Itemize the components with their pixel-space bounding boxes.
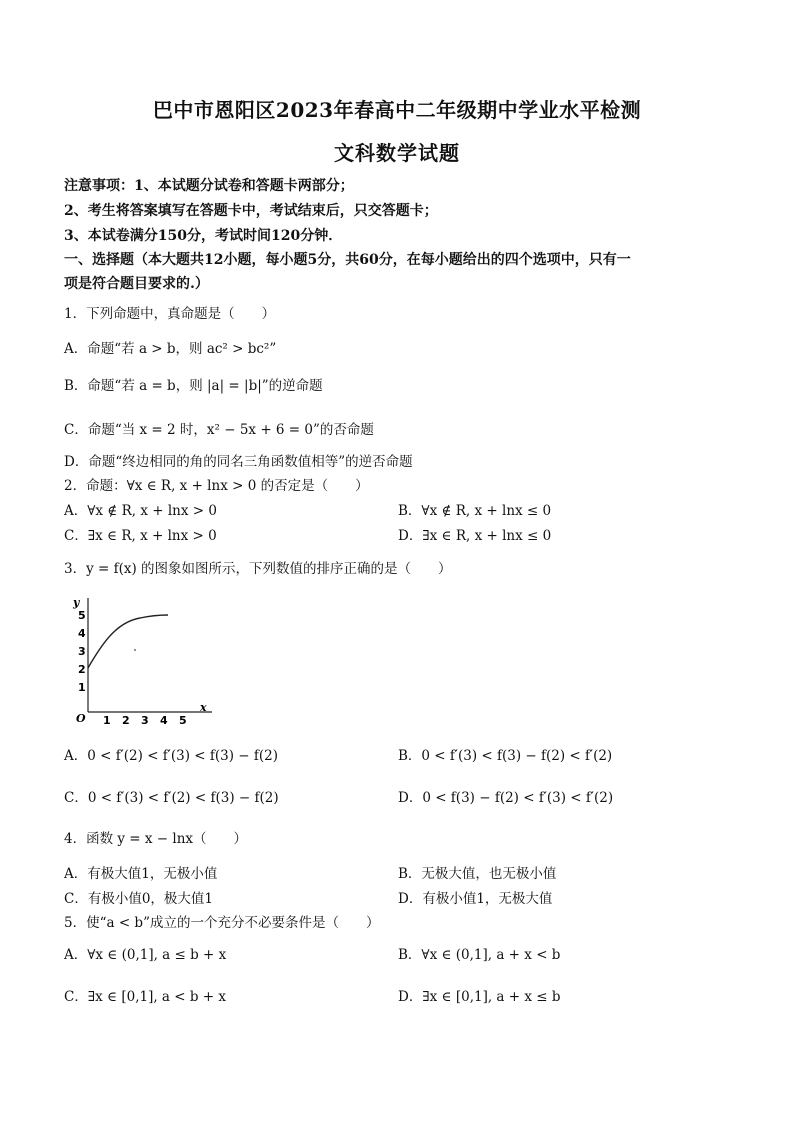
- x-tick-5: 5: [179, 714, 187, 724]
- question-4-option-d: D．有极小值1，无极大值: [398, 891, 553, 907]
- question-3-option-d: D．0 < f(3) − f(2) < f′(3) < f′(2): [398, 790, 614, 806]
- y-tick-1: 1: [78, 681, 86, 694]
- question-1-option-a: A．命题“若 a > b，则 ac² > bc²”: [64, 341, 277, 357]
- question-1-option-b: B．命题“若 a = b，则 |a| = |b|”的逆命题: [64, 378, 323, 394]
- function-curve: [88, 615, 168, 668]
- question-3-option-a: A．0 < f′(2) < f′(3) < f(3) − f(2): [64, 748, 279, 764]
- section-heading-line2: 项是符合题目要求的.）: [64, 276, 209, 292]
- question-5-stem: 5．使“a < b”成立的一个充分不必要条件是（ ）: [64, 915, 380, 931]
- note-3: 3、本试卷满分150分，考试时间120分钟．: [64, 228, 343, 244]
- x-tick-1: 1: [103, 714, 111, 724]
- x-tick-3: 3: [141, 714, 149, 724]
- question-3-option-c: C．0 < f′(3) < f′(2) < f(3) − f(2): [64, 790, 279, 806]
- question-2-option-b: B．∀x ∉ R, x + lnx ≤ 0: [398, 503, 552, 519]
- y-tick-4: 4: [78, 627, 86, 640]
- y-tick-3: 3: [78, 645, 86, 658]
- question-4-stem: 4．函数 y = x − lnx（ ）: [64, 831, 248, 847]
- note-2: 2、考生将答案填写在答题卡中，考试结束后，只交答题卡；: [64, 203, 438, 219]
- question-1-stem: 1．下列命题中，真命题是（ ）: [64, 306, 276, 322]
- y-tick-5: 5: [78, 609, 86, 622]
- question-4-option-c: C．有极小值0，极大值1: [64, 891, 214, 907]
- x-axis-label: x: [200, 701, 207, 714]
- question-5-option-a: A．∀x ∈ (0,1], a ≤ b + x: [64, 947, 227, 963]
- question-1-option-d: D．命题“终边相同的角的同名三角函数值相等”的逆否命题: [64, 454, 413, 470]
- x-tick-2: 2: [122, 714, 130, 724]
- function-graph: [66, 588, 216, 724]
- question-2-option-a: A．∀x ∉ R, x + lnx > 0: [64, 503, 217, 519]
- question-5-option-c: C．∃x ∈ [0,1], a < b + x: [64, 989, 227, 1005]
- exam-subtitle: 文科数学试题: [334, 141, 460, 165]
- question-3-option-b: B．0 < f′(3) < f(3) − f(2) < f′(2): [398, 748, 613, 764]
- question-2-option-d: D．∃x ∈ R, x + lnx ≤ 0: [398, 528, 552, 544]
- note-1: 注意事项：1、本试题分试卷和答题卡两部分；: [64, 178, 354, 194]
- section-heading-line1: 一、选择题（本大题共12小题，每小题5分，共60分，在每小题给出的四个选项中，只有一: [64, 252, 631, 268]
- question-4-option-a: A．有极大值1，无极小值: [64, 866, 218, 882]
- question-5-option-d: D．∃x ∈ [0,1], a + x ≤ b: [398, 989, 561, 1005]
- question-1-option-c: C．命题“当 x = 2 时，x² − 5x + 6 = 0”的否命题: [64, 422, 374, 438]
- question-2-stem: 2．命题：∀x ∈ R, x + lnx > 0 的否定是（ ）: [64, 478, 369, 494]
- y-axis-label: y: [73, 596, 80, 609]
- exam-title: 巴中市恩阳区2023年春高中二年级期中学业水平检测: [152, 98, 642, 122]
- y-tick-2: 2: [78, 663, 86, 676]
- origin-label: O: [76, 712, 86, 724]
- question-2-option-c: C．∃x ∈ R, x + lnx > 0: [64, 528, 217, 544]
- question-4-option-b: B．无极大值，也无极小值: [398, 866, 557, 882]
- stray-dot: [134, 649, 136, 651]
- question-5-option-b: B．∀x ∈ (0,1], a + x < b: [398, 947, 561, 963]
- question-3-stem: 3．y = f(x) 的图象如图所示，下列数值的排序正确的是（ ）: [64, 561, 452, 577]
- x-tick-4: 4: [160, 714, 168, 724]
